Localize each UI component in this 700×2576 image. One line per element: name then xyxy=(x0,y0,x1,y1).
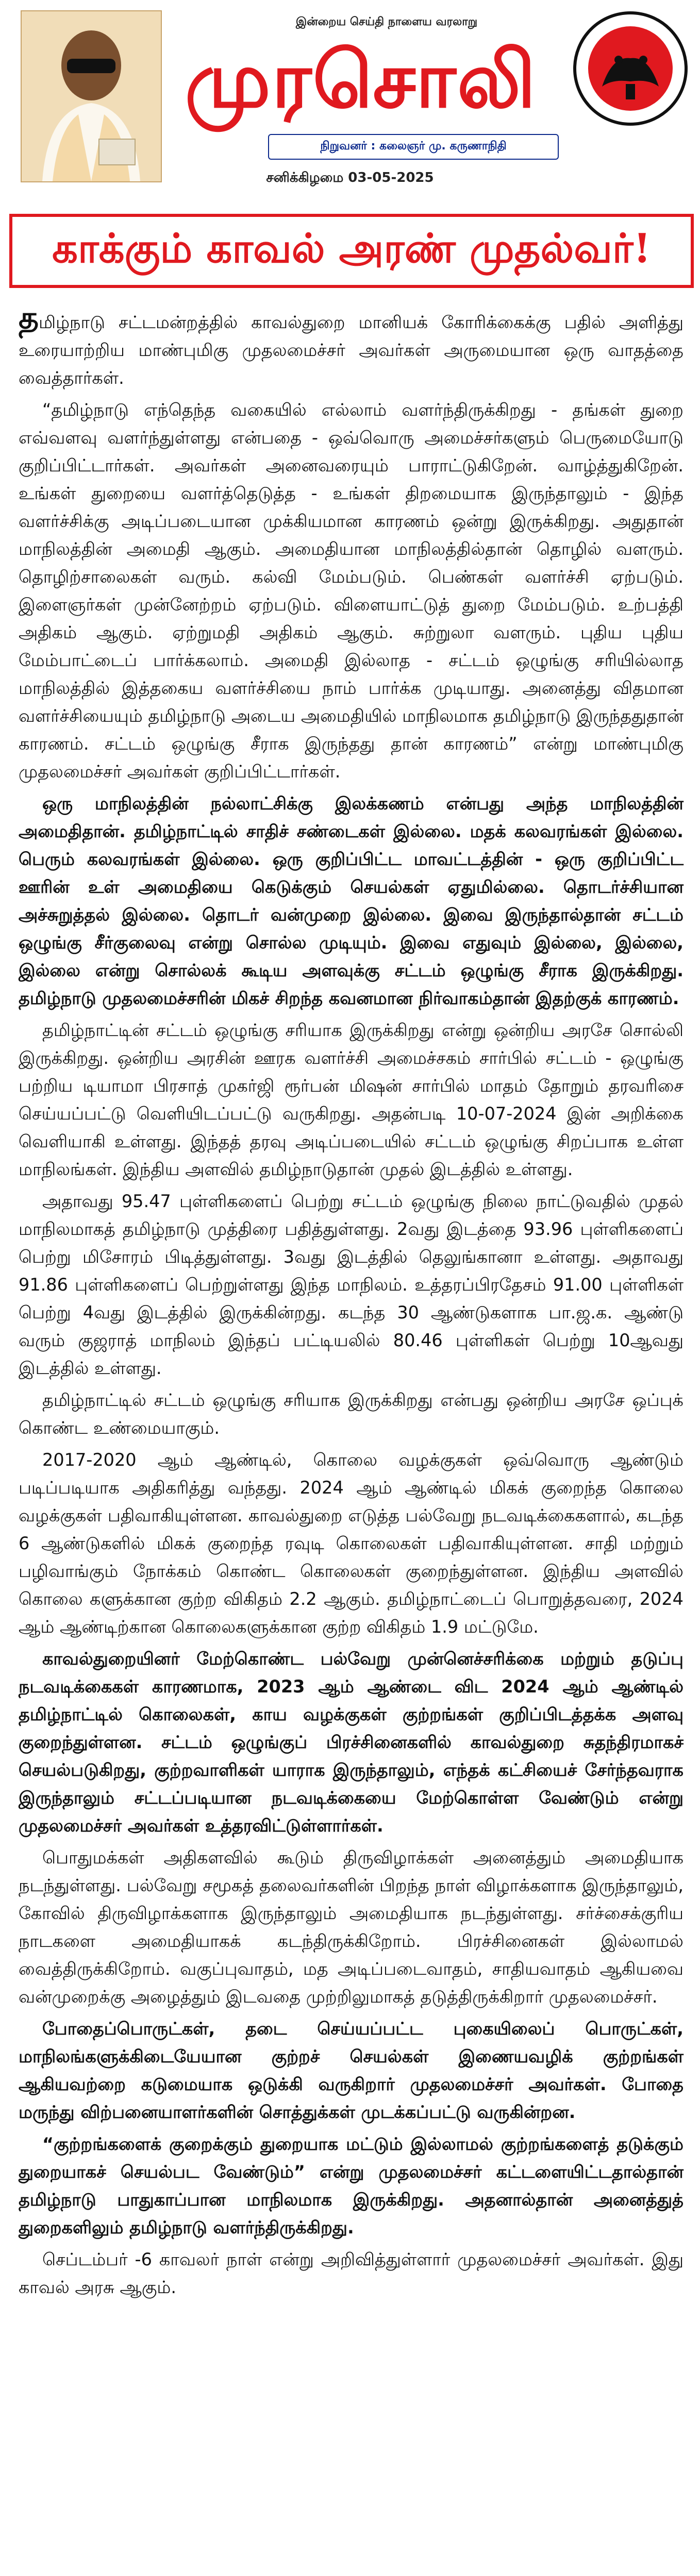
tagline: இன்றைய செய்தி நாளைய வரலாறு xyxy=(295,15,478,28)
paragraph xyxy=(19,300,684,392)
paragraph: போதைப்பொருட்கள், தடை செய்யப்பட்ட புகையிலைப் பொருட்கள், மாநிலங்களுக்கிடையேயான குற்றச் செயல்கள் இணையவழிக் குற்றங்கள் ஆகியவற்றை கடுமையாக ஒடுக்கி வருகிறார் முதலமைச்சர் அவர்கள். போதை மருந்து விற்பனையாளர்களின் சொத்துக்கள் முடக்கப்பட்டு வருகின்றன. xyxy=(19,2019,684,2122)
paragraph: தமிழ்நாட்டில் சட்டம் ஒழுங்கு சரியாக இருக்கிறது என்பது ஒன்றிய அரசே ஒப்புக் கொண்ட உண்மையாகும். xyxy=(19,1390,684,1438)
paragraph-text: மிழ்நாடு சட்டமன்றத்தில் காவல்துறை மானியக் கோரிக்கைக்கு பதில் அளித்து உரையாற்றிய மாண்புமிகு முதலமைச்சர் அவர்கள் அருமையான ஒரு வாதத்தை வைத்தார்கள். xyxy=(19,312,684,388)
paragraph: ஒரு மாநிலத்தின் நல்லாட்சிக்கு இலக்கணம் என்பது அந்த மாநிலத்தின் அமைதிதான். தமிழ்நாட்டில் சாதிச் சண்டைகள் இல்லை. மதக் கலவரங்கள் இல்லை. பெரும் கலவரங்கள் இல்லை. ஒரு குறிப்பிட்ட மாவட்டத்தின் - ஒரு குறிப்பிட்ட ஊரின் உள் அமைதியை கெடுக்கும் செயல்கள் ஏதுமில்லை. தொடர்ச்சியான அச்சுறுத்தல் இல்லை. தொடர் வன்முறை இல்லை. இவை இருந்தால்தான் சட்டம் ஒழுங்கு சீர்குலைவு என்று சொல்ல முடியும். இவை எதுவும் இல்லை, இல்லை, இல்லை என்று சொல்லக் கூடிய அளவுக்கு சட்டம் ஒழுங்கு சீராக இருக்கிறது. தமிழ்நாடு முதலமைச்சரின் மிகச் சிறந்த கவனமான நிர்வாகம்தான் இதற்குக் காரணம். xyxy=(19,793,684,1008)
paragraph: “தமிழ்நாடு எந்தெந்த வகையில் எல்லாம் வளர்ந்திருக்கிறது - தங்கள் துறை எவ்வளவு வளர்ந்துள்ளது என்பதை - ஒவ்வொரு அமைச்சர்களும் பெருமையோடு குறிப்பிட்டார்கள். அவர்கள் அனைவரையும் பாராட்டுகிறேன். வாழ்த்துகிறேன். உங்கள் துறையை வளர்த்தெடுத்த - உங்கள் திறமையாக இருந்தாலும் - இந்த வளர்ச்சிக்கு அடிப்படையான முக்கியமான காரணம் ஒன்று இருக்கிறது. அதுதான் மாநிலத்தின் அமைதி ஆகும். அமைதியான மாநிலத்தில்தான் தொழில் வளரும். தொழிற்சாலைகள் வரும். கல்வி மேம்படும். பெண்கள் வளர்ச்சி ஏற்படும். இளைஞர்கள் முன்னேற்றம் ஏற்படும். விளையாட்டுத் துறை மேம்படும். உற்பத்தி அதிகம் ஆகும். ஏற்றுமதி அதிகம் ஆகும். சுற்றுலா வளரும். புதிய புதிய மேம்பாட்டைப் பார்க்கலாம். அமைதி இல்லாத - சட்டம் ஒழுங்கு சரியில்லாத மாநிலத்தில் இத்தகைய வளர்ச்சியை நாம் பார்க்க முடியாது. அனைத்து விதமான வளர்ச்சியையும் தமிழ்நாடு அடைய அமைதியில் மாநிலமாக தமிழ்நாடு இருந்ததுதான் காரணம். சட்டம் ஒழுங்கு சீராக இருந்தது தான் காரணம்” என்று மாண்புமிகு முதலமைச்சர் அவர்கள் குறிப்பிட்டார்கள். xyxy=(19,400,684,782)
emblem-seal xyxy=(571,9,690,128)
drop-cap: த xyxy=(19,300,39,336)
founder-portrait xyxy=(21,10,162,182)
paragraph: தமிழ்நாட்டின் சட்டம் ஒழுங்கு சரியாக இருக்கிறது என்று ஒன்றிய அரசே சொல்லி இருக்கிறது. ஒன்றிய அரசின் ஊரக வளர்ச்சி அமைச்சகம் சார்பில் சட்டம் - ஒழுங்கு பற்றிய டியாமா பிரசாத் முகர்ஜி ரூர்பன் மிஷன் சார்பில் மாதம் தோறும் தரவரிசை செய்யப்பட்டு வெளியிடப்பட்டு வருகிறது. அதன்படி 10-07-2024 இன் அறிக்கை வெளியாகி உள்ளது. இந்தத் தரவு அடிப்படையில் சட்டம் ஒழுங்கு சிறப்பாக உள்ள மாநிலங்கள். இந்திய அளவில் தமிழ்நாடுதான் முதல் இடத்தில் உள்ளது. xyxy=(19,1020,684,1179)
dateline: சனிக்கிழமை 03-05-2025 xyxy=(266,170,434,185)
rising-sun-emblem-icon xyxy=(571,9,690,128)
newspaper-logo: முரசொலி xyxy=(185,35,537,125)
founder-label: நிறுவனர் : கலைஞர் மு. கருணாநிதி xyxy=(268,134,559,160)
paragraph: செப்டம்பர் -6 காவலர் நாள் என்று அறிவித்துள்ளார் முதலமைச்சர் அவர்கள். இது காவல் அரசு ஆகும். xyxy=(19,2249,684,2297)
paragraph: அதாவது 95.47 புள்ளிகளைப் பெற்று சட்டம் ஒழுங்கு நிலை நாட்டுவதில் முதல் மாநிலமாகத் தமிழ்நாடு முத்திரை பதித்துள்ளது. 2வது இடத்தை 93.96 புள்ளிகளைப் பெற்று மிசோரம் பிடித்துள்ளது. 3வது இடத்தில் தெலுங்கானா உள்ளது. அதாவது 91.86 புள்ளிகளைப் பெற்றுள்ளது இந்த மாநிலம். உத்தரப்பிரதேசம் 91.00 புள்ளிகள் பெற்று 4வது இடத்தில் இருக்கின்றது. கடந்த 30 ஆண்டுகளாக பா.ஜ.க. ஆண்டு வரும் குஜராத் மாநிலம் இந்தப் பட்டியலில் 80.46 புள்ளிகள் பெற்று 10ஆவது இடத்தில் உள்ளது. xyxy=(19,1191,684,1378)
paragraph: 2017-2020 ஆம் ஆண்டில், கொலை வழக்குகள் ஒவ்வொரு ஆண்டும் படிப்படியாக அதிகரித்து வந்தது. 2024 ஆம் ஆண்டில் மிகக் குறைந்த கொலை வழக்குகள் பதிவாகியுள்ளன. காவல்துறை எடுத்த பல்வேறு நடவடிக்கைகளால், கடந்த 6 ஆண்டுகளில் மிகக் குறைந்த ரவுடி கொலைகள் பதிவாகியுள்ளன. சாதி மற்றும் பழிவாங்கும் நோக்கம் கொண்ட கொலைகள் குறைந்துள்ளன. இந்திய அளவில் கொலை களுக்கான குற்ற விகிதம் 2.2 ஆகும். தமிழ்நாட்டைப் பொறுத்தவரை, 2024 ஆம் ஆண்டிற்கான கொலைகளுக்கான குற்ற விகிதம் 1.9 மட்டுமே. xyxy=(19,1450,684,1637)
paragraph: காவல்துறையினர் மேற்கொண்ட பல்வேறு முன்னெச்சரிக்கை மற்றும் தடுப்பு நடவடிக்கைகள் காரணமாக, 2023 ஆம் ஆண்டை விட 2024 ஆம் ஆண்டில் தமிழ்நாட்டில் கொலைகள், காய வழக்குகள் குற்றங்கள் குறிப்பிடத்தக்க அளவு குறைந்துள்ளன. சட்டம் ஒழுங்குப் பிரச்சினைகளில் காவல்துறை சுதந்திரமாகச் செயல்படுகிறது, குற்றவாளிகள் யாராக இருந்தாலும், எந்தக் கட்சியைச் சேர்ந்தவராக இருந்தாலும் சட்டப்படியான நடவடிக்கையை மேற்கொள்ள வேண்டும் என்று முதலமைச்சர் அவர்கள் உத்தரவிட்டுள்ளார்கள். xyxy=(19,1649,684,1836)
headline: காக்கும் காவல் அரண் முதல்வர்! xyxy=(9,214,694,288)
masthead xyxy=(0,0,700,216)
paragraph: பொதுமக்கள் அதிகளவில் கூடும் திருவிழாக்கள் அனைத்தும் அமைதியாக நடந்துள்ளது. பல்வேறு சமூகத் தலைவர்களின் பிறந்த நாள் விழாக்களாக இருந்தாலும், கோவில் திருவிழாக்களாக இருந்தாலும் அமைதியாக நடந்துள்ளது. சர்ச்சைக்குரிய நாடகளை அமைதியாகக் கடந்திருக்கிறோம். பிரச்சினைகள் இல்லாமல் வைத்திருக்கிறோம். வகுப்புவாதம், மத அடிப்படைவாதம், சாதியவாதம் ஆகியவை வன்முறைக்கு அழைத்தும் இடவதை முற்றிலுமாகத் தடுத்திருக்கிறார் முதலமைச்சர். xyxy=(19,1848,684,2007)
article-body xyxy=(19,300,684,2306)
founder-portrait-illustration xyxy=(22,11,161,181)
paragraph: “குற்றங்களைக் குறைக்கும் துறையாக மட்டும் இல்லாமல் குற்றங்களைத் தடுக்கும் துறையாகச் செயல்பட வேண்டும்” என்று முதலமைச்சர் கட்டளையிட்டதால்தான் தமிழ்நாடு பாதுகாப்பான மாநிலமாக இருக்கிறது. அதனால்தான் அனைத்துத் துறைகளிலும் தமிழ்நாடு வளர்ந்திருக்கிறது. xyxy=(19,2134,684,2238)
